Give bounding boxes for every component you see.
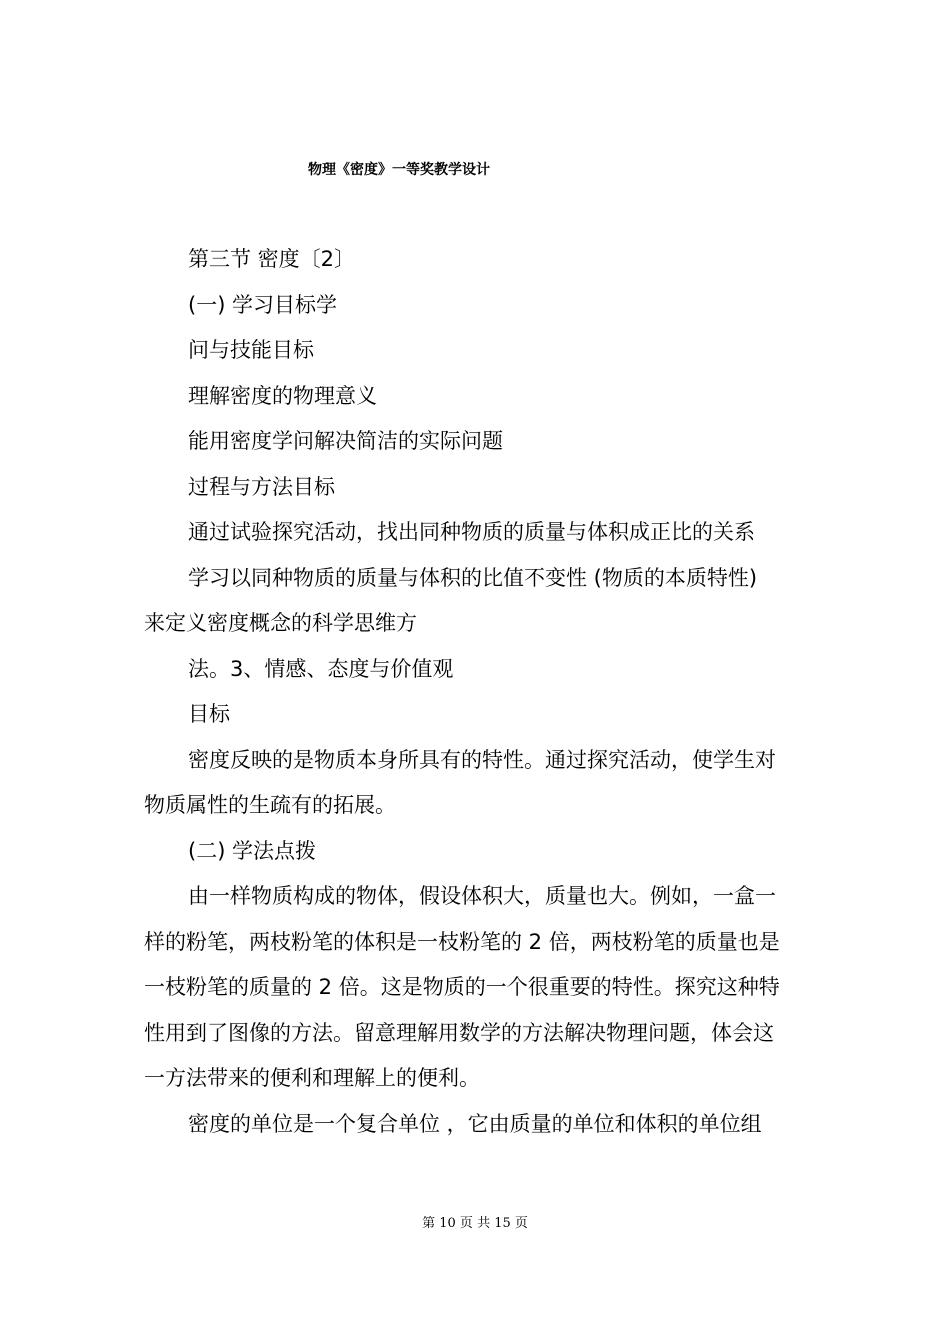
body-line: 由一样物质构成的物体，假设体积大，质量也大。例如，一盒一 <box>188 884 776 908</box>
body-line: 样的粉笔，两枝粉笔的体积是一枝粉笔的 2 倍，两枝粉笔的质量也是 <box>144 929 780 954</box>
body-line: 目标 <box>188 702 230 726</box>
document-title: 物理《密度》一等奖教学设计 <box>308 162 490 178</box>
body-line: 法。3、情感、态度与价值观 <box>188 656 454 681</box>
section-heading: 第三节 密度〔2〕 <box>188 247 356 271</box>
body-line: 学习以同种物质的质量与体积的比值不变性 (物质的本质特性) <box>188 565 758 590</box>
body-line: 物质属性的生疏有的拓展。 <box>144 793 396 817</box>
subsection-heading: (二) 学法点拨 <box>188 838 317 863</box>
body-line: 来定义密度概念的科学思维方 <box>144 611 417 635</box>
body-line: 密度的单位是一个复合单位 ，它由质量的单位和体积的单位组 <box>188 1111 762 1136</box>
body-line: 能用密度学问解决简洁的实际问题 <box>188 429 503 453</box>
document-body <box>144 237 824 1147</box>
page-footer <box>0 1214 950 1234</box>
page-number-label: 第 10 页 共 15 页 <box>422 1216 528 1231</box>
body-line: 性用到了图像的方法。留意理解用数学的方法解决物理问题，体会这 <box>144 1020 774 1045</box>
body-line: 理解密度的物理意义 <box>188 383 377 408</box>
subsection-heading: (一) 学习目标学 <box>188 292 338 317</box>
body-line: 通过试验探究活动，找出同种物质的质量与体积成正比的关系 <box>188 520 755 544</box>
body-line: 一方法带来的便利和理解上的便利。 <box>144 1066 480 1090</box>
body-line: 密度反映的是物质本身所具有的特性。通过探究活动，使学生对 <box>188 747 776 772</box>
body-line: 问与技能目标 <box>188 338 314 362</box>
body-line: 过程与方法目标 <box>188 474 335 499</box>
body-line: 一枝粉笔的质量的 2 倍。这是物质的一个很重要的特性。探究这种特 <box>144 975 780 999</box>
